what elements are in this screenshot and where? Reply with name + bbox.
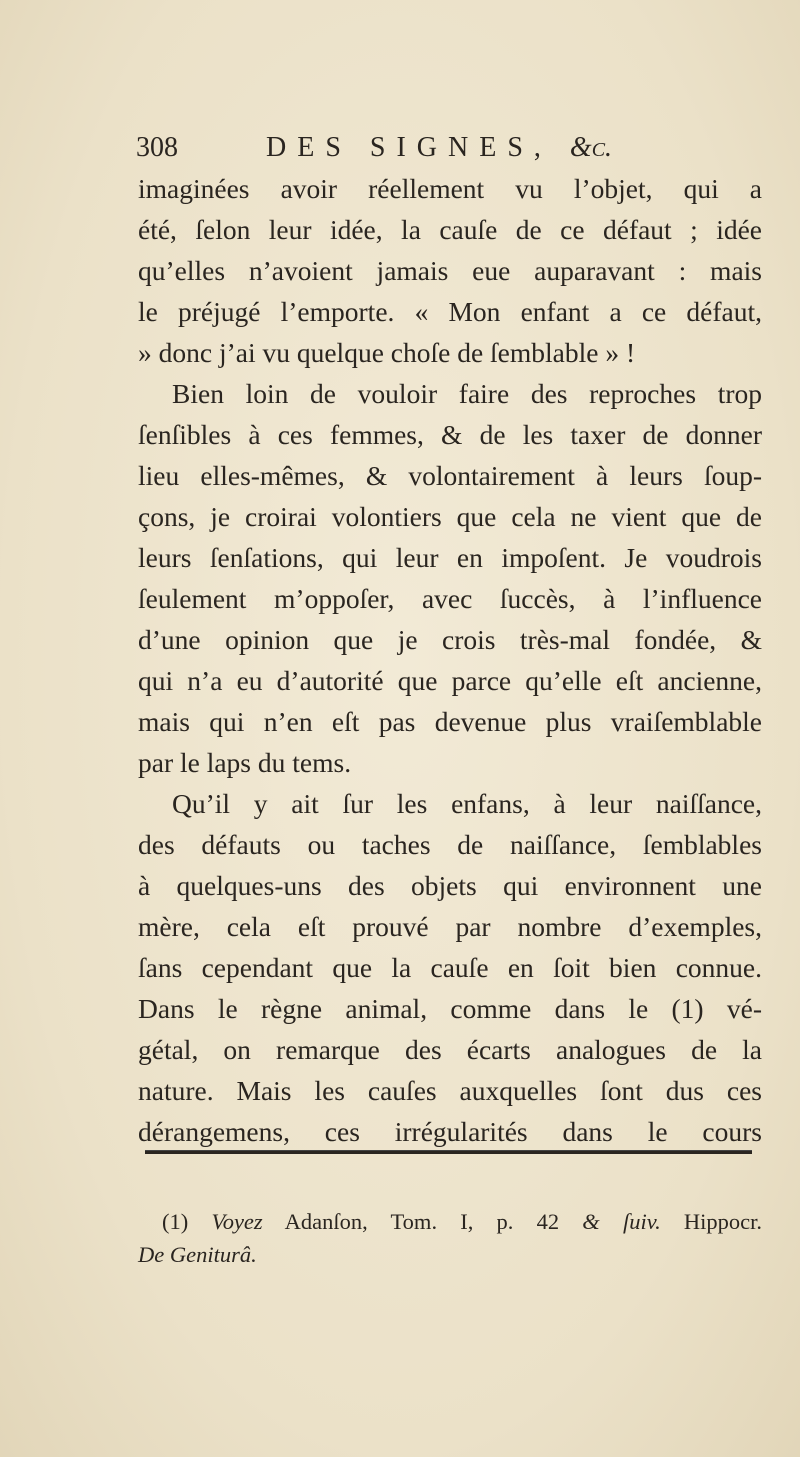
text-line: à quelques-uns des objets qui environnent une: [138, 870, 762, 901]
footnote-hippocr: Hippocr.: [683, 1209, 763, 1234]
text-line: qu’elles n’avoient jamais eue auparavant : mais: [138, 255, 762, 286]
paragraph-start-line: Qu’il y ait ſur les enfans, à leur naiſſance,: [172, 788, 762, 819]
text-line: par le laps du tems.: [138, 747, 352, 778]
text-line: mais qui n’en eſt pas devenue plus vraiſemblable: [138, 706, 762, 737]
text-line: été, ſelon leur idée, la cauſe de ce défaut ; idée: [138, 214, 762, 245]
footnote-marker: (1): [162, 1209, 189, 1234]
footnote-reference: Adanſon, Tom. I, p. 42: [284, 1209, 560, 1234]
footnote: [138, 1205, 762, 1271]
text-line: Dans le règne animal, comme dans le (1) vé-: [138, 993, 762, 1024]
running-title-etc: &c.: [569, 132, 613, 163]
text-line: çons, je croirai volontiers que cela ne vient que de: [138, 501, 762, 532]
text-line: ſeulement m’oppoſer, avec ſuccès, à l’influence: [138, 583, 762, 614]
text-line: nature. Mais les cauſes auxquelles ſont dus ces: [138, 1075, 762, 1106]
footnote-rule: [145, 1150, 752, 1154]
text-line: imaginées avoir réellement vu l’objet, qui a: [138, 173, 762, 204]
text-line: ſans cependant que la cauſe en ſoit bien connue.: [138, 952, 762, 983]
text-line: gétal, on remarque des écarts analogues de la: [138, 1034, 762, 1065]
body-text: [138, 168, 762, 1152]
text-line: d’une opinion que je crois très-mal fondée, &: [138, 624, 762, 655]
running-title: [266, 128, 612, 168]
running-head: [136, 128, 756, 168]
text-line: le préjugé l’emporte. « Mon enfant a ce défaut,: [138, 296, 762, 327]
running-title-text: DES SIGNES,: [266, 132, 552, 163]
footnote-ampersand: &: [582, 1209, 600, 1234]
footnote-line: [138, 1205, 762, 1238]
footnote-line-2: De Geniturâ.: [138, 1242, 257, 1267]
footnote-voyez: Voyez: [211, 1209, 263, 1234]
text-line: des défauts ou taches de naiſſance, ſemblables: [138, 829, 762, 860]
text-line: leurs ſenſations, qui leur en impoſent. Je voudrois: [138, 542, 762, 573]
footnote-suiv: ſuiv.: [623, 1209, 661, 1234]
paragraph-start-line: Bien loin de vouloir faire des reproches trop: [172, 378, 762, 409]
text-line: dérangemens, ces irrégularités dans le cours: [138, 1116, 762, 1147]
text-line: qui n’a eu d’autorité que parce qu’elle eſt ancienne,: [138, 665, 762, 696]
text-line: lieu elles-mêmes, & volontairement à leurs ſoup-: [138, 460, 762, 491]
text-line: mère, cela eſt prouvé par nombre d’exemples,: [138, 911, 762, 942]
text-line: ſenſibles à ces femmes, & de les taxer de donner: [138, 419, 762, 450]
page-number: 308: [136, 132, 178, 163]
text-line: » donc j’ai vu quelque choſe de ſemblable » !: [138, 337, 636, 368]
